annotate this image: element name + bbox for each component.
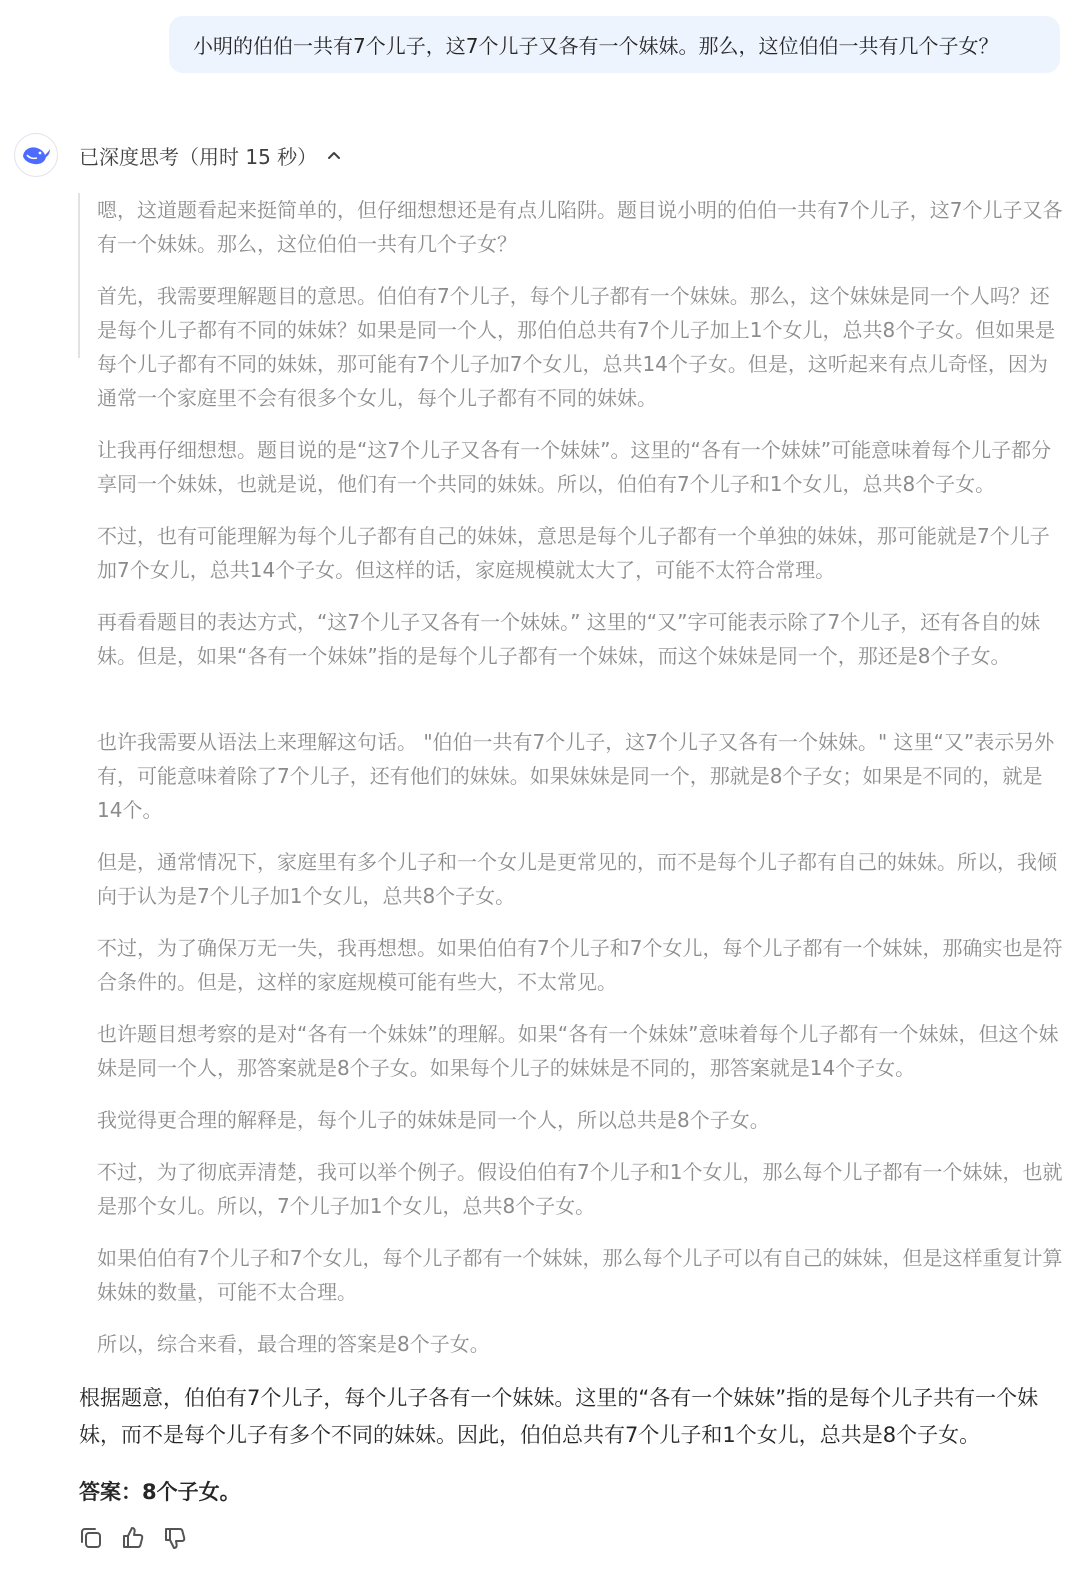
thinking-paragraph: 让我再仔细想想。题目说的是“这7个儿子又各有一个妹妹”。这里的“各有一个妹妹”可能意味着每个儿子都分享同一个妹妹，也就是说，他们有一个共同的妹妹。所以，伯伯有7个儿子和1个女儿，总共8个子女。 [97,438,1052,496]
thinking-paragraph: 再看看题目的表达方式，“这7个儿子又各有一个妹妹。” 这里的“又”字可能表示除了7个儿子，还有各自的妹妹。但是，如果“各有一个妹妹”指的是每个儿子都有一个妹妹，而这个妹妹是同一个，那还是8个子女。 [97,610,1041,668]
thinking-paragraph: 我觉得更合理的解释是，每个儿子的妹妹是同一个人，所以总共是8个子女。 [97,1108,770,1132]
copy-button[interactable] [76,1522,106,1554]
message-actions [76,1522,190,1554]
assistant-avatar [14,133,58,177]
user-message-bubble [169,16,1060,73]
answer-body: 根据题意，伯伯有7个儿子，每个儿子各有一个妹妹。这里的“各有一个妹妹”指的是每个儿子共有一个妹妹，而不是每个儿子有多个不同的妹妹。因此，伯伯总共有7个儿子和1个女儿，总共是8个子女。 [79,1386,1039,1447]
thinking-paragraph: 不过，为了彻底弄清楚，我可以举个例子。假设伯伯有7个儿子和1个女儿，那么每个儿子都有一个妹妹，也就是那个女儿。所以，7个儿子加1个女儿，总共8个子女。 [97,1160,1063,1218]
thumbs-down-icon [162,1525,188,1551]
copy-icon [78,1525,104,1551]
thinking-paragraph: 首先，我需要理解题目的意思。伯伯有7个儿子，每个儿子都有一个妹妹。那么，这个妹妹是同一个人吗？还是每个儿子都有不同的妹妹？如果是同一个人，那伯伯总共有7个儿子加上1个女儿，总共8个子女。但如果是每个儿子都有不同的妹妹，那可能有7个儿子加7个女儿，总共14个子女。但是，这听起来有点儿奇怪，因为通常一个家庭里不会有很多个女儿，每个儿子都有不同的妹妹。 [97,284,1056,410]
thinking-paragraph: 但是，通常情况下，家庭里有多个儿子和一个女儿是更常见的，而不是每个儿子都有自己的妹妹。所以，我倾向于认为是7个儿子加1个女儿，总共8个子女。 [97,850,1057,908]
thinking-paragraph: 所以，综合来看，最合理的答案是8个子女。 [97,1332,490,1356]
thumbs-up-icon [120,1525,146,1551]
thinking-paragraph: 也许我需要从语法上来理解这句话。 "伯伯一共有7个儿子，这7个儿子又各有一个妹妹。" 这里“又”表示另外有，可能意味着除了7个儿子，还有他们的妹妹。如果妹妹是同一个，那就是8个子女；如果是不同的，就是14个。 [97,730,1055,822]
thinking-toggle[interactable] [79,140,341,170]
user-message-text: 小明的伯伯一共有7个儿子，这7个儿子又各有一个妹妹。那么，这位伯伯一共有几个子女？ [193,34,999,58]
chevron-up-icon [327,150,341,160]
thinking-paragraph: 不过，为了确保万无一失，我再想想。如果伯伯有7个儿子和7个女儿，每个儿子都有一个妹妹，那确实也是符合条件的。但是，这样的家庭规模可能有些大，不太常见。 [97,936,1063,994]
dislike-button[interactable] [160,1522,190,1554]
final-answer: 答案：8个子女。 [79,1480,241,1504]
thinking-paragraph: 也许题目想考察的是对“各有一个妹妹”的理解。如果“各有一个妹妹”意味着每个儿子都有一个妹妹，但这个妹妹是同一个人，那答案就是8个子女。如果每个儿子的妹妹是不同的，那答案就是14个子女。 [97,1022,1059,1080]
thinking-paragraph: 如果伯伯有7个儿子和7个女儿，每个儿子都有一个妹妹，那么每个儿子可以有自己的妹妹，但是这样重复计算妹妹的数量，可能不太合理。 [97,1246,1063,1304]
thinking-header-label: 已深度思考（用时 15 秒） [79,144,318,169]
like-button[interactable] [118,1522,148,1554]
thinking-content [78,193,1063,1356]
deepseek-whale-icon [21,143,51,167]
thinking-paragraph: 嗯，这道题看起来挺简单的，但仔细想想还是有点儿陷阱。题目说小明的伯伯一共有7个儿子，这7个儿子又各有一个妹妹。那么，这位伯伯一共有几个子女？ [97,198,1063,256]
thinking-paragraph: 不过，也有可能理解为每个儿子都有自己的妹妹，意思是每个儿子都有一个单独的妹妹，那可能就是7个儿子加7个女儿，总共14个子女。但这样的话，家庭规模就太大了，可能不太符合常理。 [97,524,1050,582]
